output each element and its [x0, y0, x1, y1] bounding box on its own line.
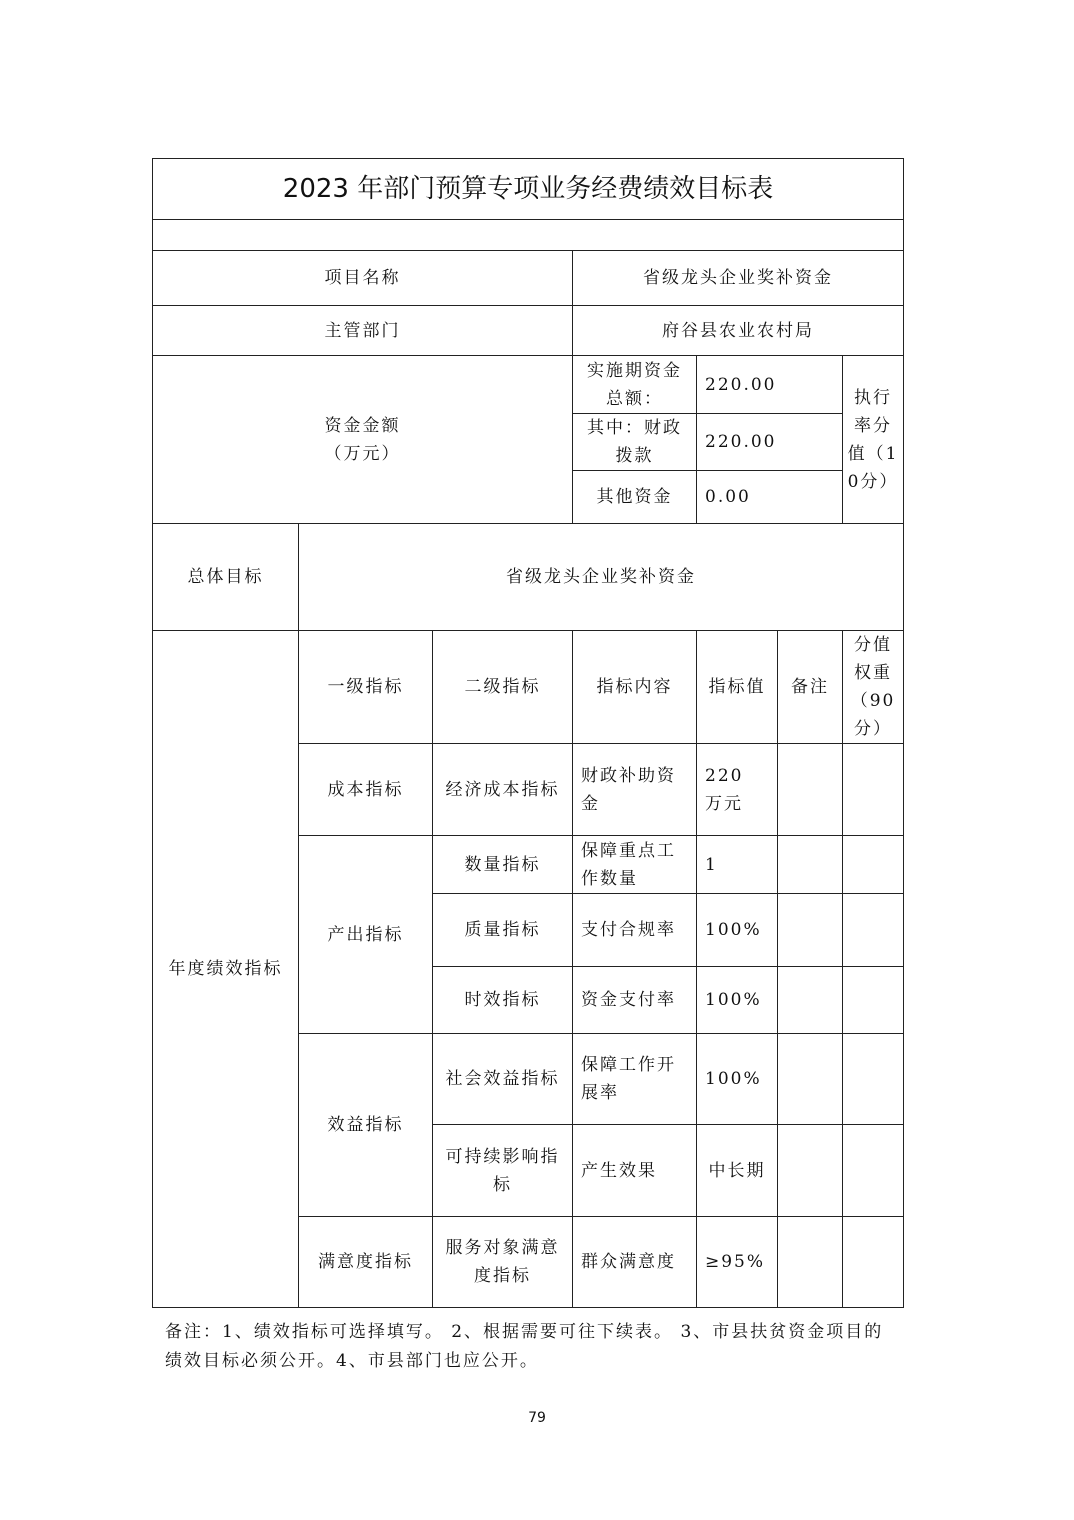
row-value: ≥95%: [697, 1217, 778, 1308]
row-weight: [843, 744, 904, 836]
row-value: 100%: [697, 894, 778, 967]
row-level1: 产出指标: [299, 836, 433, 1034]
row-level2: 可持续影响指标: [433, 1125, 573, 1217]
header-level1: 一级指标: [299, 631, 433, 744]
project-name-label: 项目名称: [153, 251, 573, 306]
row-value: 100%: [697, 1034, 778, 1125]
row-content: 保障重点工作数量: [573, 836, 697, 894]
row-level2: 数量指标: [433, 836, 573, 894]
funds-label-line1: 资金金额: [324, 415, 401, 436]
funds-fiscal-value: 220.00: [697, 414, 843, 471]
row-level1: 满意度指标: [299, 1217, 433, 1308]
project-name-value: 省级龙头企业奖补资金: [573, 251, 904, 306]
row-level1: 效益指标: [299, 1034, 433, 1217]
header-content: 指标内容: [573, 631, 697, 744]
funds-fiscal-label: 其中：财政拨款: [573, 414, 697, 471]
row-weight: [843, 1125, 904, 1217]
row-weight: [843, 1217, 904, 1308]
row-level2: 服务对象满意度指标: [433, 1217, 573, 1308]
performance-target-table: [152, 158, 904, 1308]
row-value: 中长期: [697, 1125, 778, 1217]
row-level2: 时效指标: [433, 967, 573, 1034]
row-weight: [843, 1034, 904, 1125]
funds-label: [153, 356, 573, 524]
annual-indicators-label: 年度绩效指标: [153, 631, 299, 1308]
dept-value: 府谷县农业农村局: [573, 306, 904, 356]
row-remark: [778, 967, 843, 1034]
header-value: 指标值: [697, 631, 778, 744]
footnote: 备注：1、绩效指标可选择填写。 2、根据需要可往下续表。 3、市县扶贫资金项目的绩效目标必须公开。4、市县部门也应公开。: [165, 1322, 884, 1371]
row-level2: 质量指标: [433, 894, 573, 967]
row-weight: [843, 836, 904, 894]
row-remark: [778, 1217, 843, 1308]
row-remark: [778, 1034, 843, 1125]
row-level2: 社会效益指标: [433, 1034, 573, 1125]
row-content: 资金支付率: [573, 967, 697, 1034]
dept-label: 主管部门: [153, 306, 573, 356]
row-content: 产生效果: [573, 1125, 697, 1217]
row-remark: [778, 836, 843, 894]
row-value: 100%: [697, 967, 778, 1034]
row-remark: [778, 744, 843, 836]
row-weight: [843, 894, 904, 967]
row-weight: [843, 967, 904, 1034]
funds-label-line2: （万元）: [324, 443, 401, 464]
row-level2: 经济成本指标: [433, 744, 573, 836]
blank-row: [153, 220, 904, 251]
row-content: 保障工作开展率: [573, 1034, 697, 1125]
funds-other-value: 0.00: [697, 471, 843, 524]
overall-goal-value: 省级龙头企业奖补资金: [299, 524, 904, 631]
funds-other-label: 其他资金: [573, 471, 697, 524]
header-remark: 备注: [778, 631, 843, 744]
row-remark: [778, 1125, 843, 1217]
row-value: 220 万元: [697, 744, 778, 836]
funds-total-value: 220.00: [697, 356, 843, 414]
header-level2: 二级指标: [433, 631, 573, 744]
funds-total-label: 实施期资金总额：: [573, 356, 697, 414]
row-content: 群众满意度: [573, 1217, 697, 1308]
funds-score-label: 执行率分值（10分）: [843, 356, 904, 524]
row-value: 1: [697, 836, 778, 894]
header-weight: 分值权重（90分）: [843, 631, 904, 744]
row-level1: 成本指标: [299, 744, 433, 836]
table-title: 2023 年部门预算专项业务经费绩效目标表: [153, 159, 904, 220]
row-content: 支付合规率: [573, 894, 697, 967]
row-content: 财政补助资金: [573, 744, 697, 836]
row-remark: [778, 894, 843, 967]
page-number: 79: [528, 1410, 546, 1426]
overall-goal-label: 总体目标: [153, 524, 299, 631]
